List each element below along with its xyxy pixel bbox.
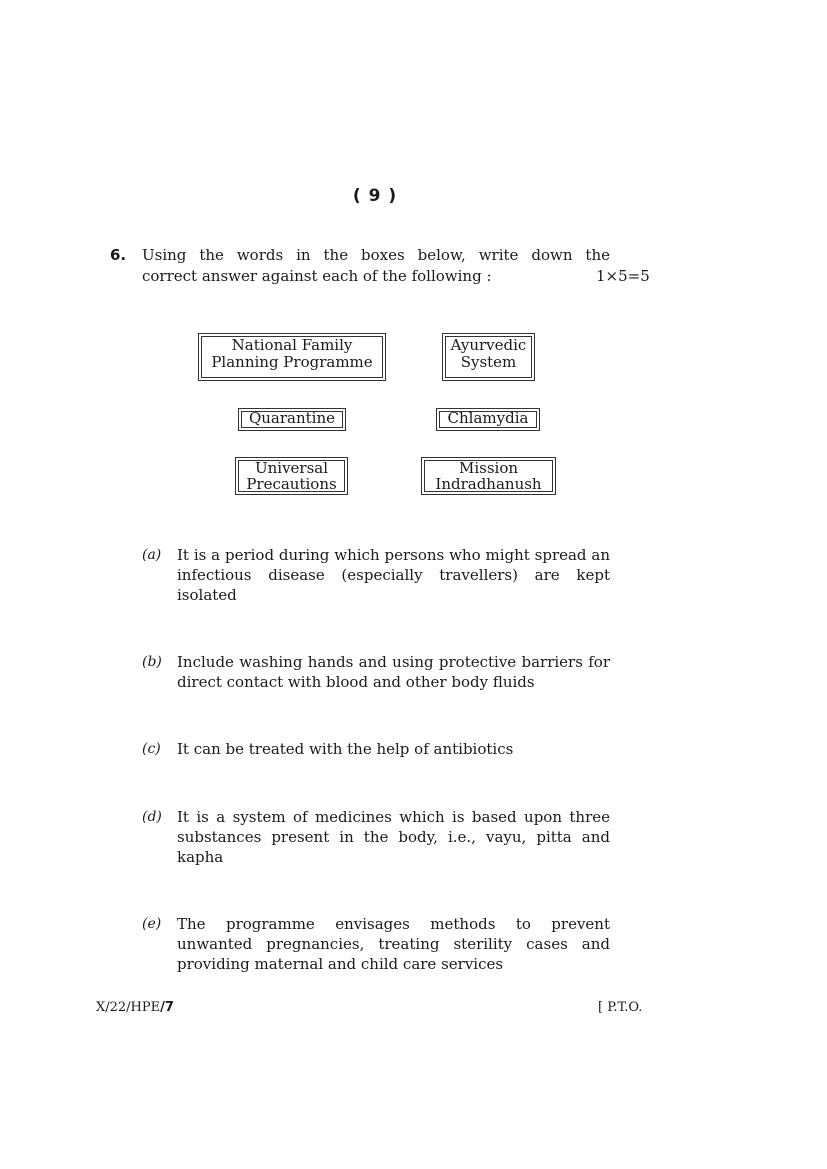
sub-question-text: It can be treated with the help of antibiotics — [177, 740, 514, 758]
paper-code-suffix: /7 — [160, 1000, 174, 1015]
question-text-line1: Using the words in the boxes below, write down the — [142, 246, 610, 264]
sub-question-label: (c) — [142, 741, 161, 757]
box-line: Universal — [254, 459, 329, 477]
question-number: 6. — [110, 246, 127, 264]
sub-question-text: It is a period during which persons who might spread an infectious disease (especially travellers) are kept isolated — [177, 546, 610, 604]
question-text-line2: correct answer against each of the following : — [142, 267, 492, 285]
box-line: System — [460, 353, 517, 371]
sub-question-text: The programme envisages methods to prevent unwanted pregnancies, treating sterility cases and providing maternal and child care services — [177, 915, 610, 973]
word-box-universal-precautions — [235, 457, 348, 495]
word-box-ayurvedic-system — [442, 333, 535, 381]
paper-code-prefix: X/22/HPE — [96, 1000, 161, 1015]
sub-question-label: (e) — [142, 916, 162, 932]
box-line: National Family — [231, 336, 353, 354]
sub-question-text: Include washing hands and using protective barriers for direct contact with blood and other body fluids — [177, 653, 610, 691]
page-number: ( 9 ) — [352, 186, 398, 206]
word-box-national-family-planning — [198, 333, 386, 381]
paper-code — [96, 1000, 174, 1015]
word-box-quarantine — [238, 408, 346, 431]
word-box-mission-indradhanush — [421, 457, 556, 495]
box-line: Chlamydia — [447, 409, 529, 427]
box-line: Mission — [458, 459, 519, 477]
box-line: Quarantine — [248, 409, 336, 427]
question-marks: 1×5=5 — [596, 267, 650, 285]
sub-question-label: (d) — [142, 809, 162, 825]
sub-question-label: (a) — [142, 547, 162, 563]
box-line: Precautions — [246, 475, 337, 493]
box-line: Planning Programme — [211, 353, 373, 371]
pto-mark: [ P.T.O. — [598, 1000, 643, 1015]
sub-question-text: It is a system of medicines which is based upon three substances present in the body, i.e., vayu, pitta and kapha — [177, 808, 610, 866]
box-line: Indradhanush — [435, 475, 542, 493]
box-line: Ayurvedic — [450, 336, 527, 354]
word-box-chlamydia — [436, 408, 540, 431]
sub-question-label: (b) — [142, 654, 162, 670]
